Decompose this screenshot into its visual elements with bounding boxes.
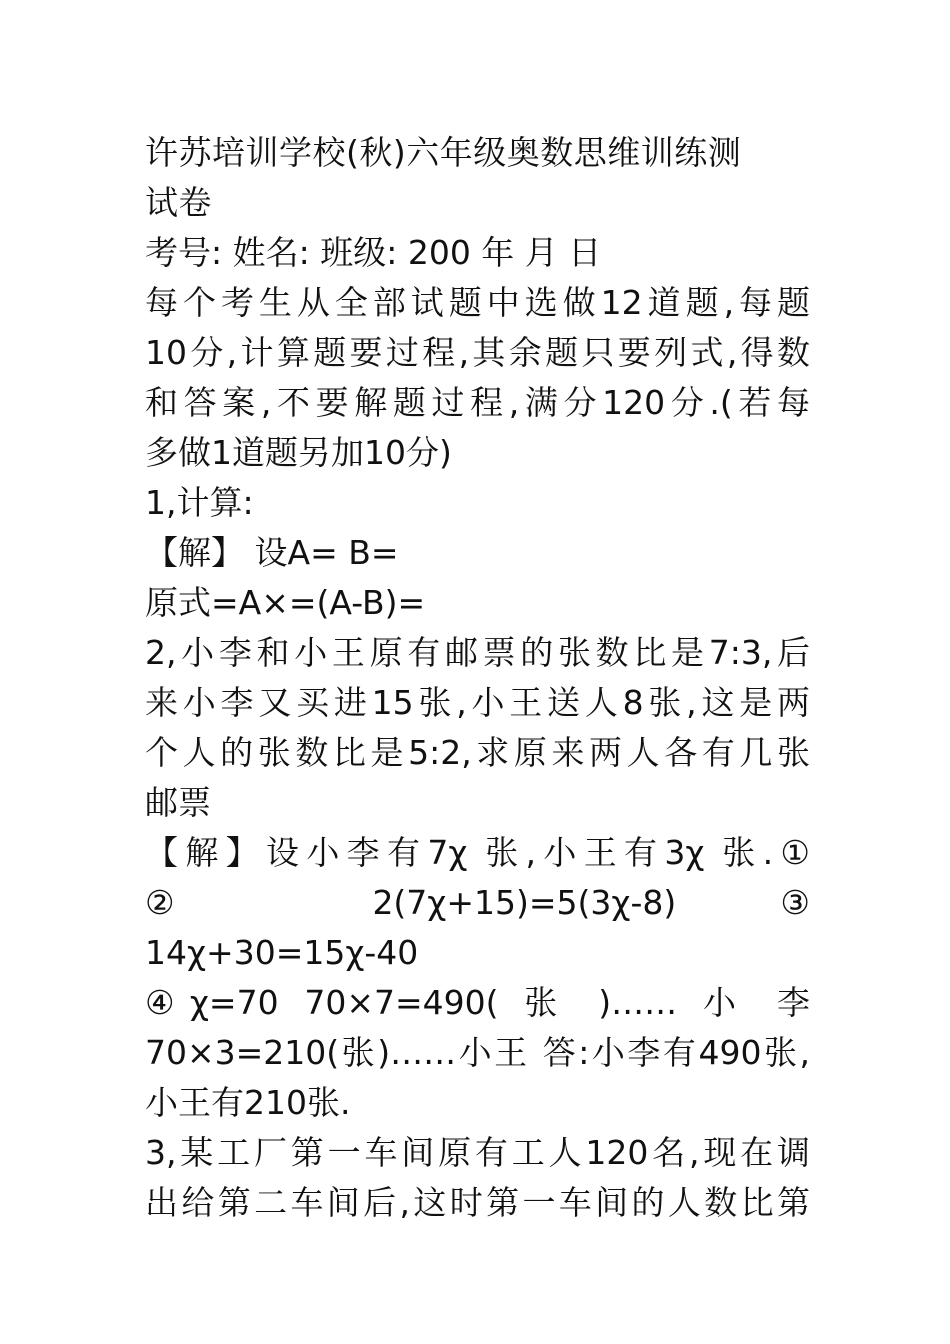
question-2 bbox=[145, 628, 810, 1128]
q2-solution-line-3: 14χ+30=15χ-40 bbox=[145, 933, 419, 972]
q2-solution-line-6: 小王有210张. bbox=[145, 1083, 351, 1122]
instructions-line-2: 10分,计算题要过程,其余题只要列式,得数 bbox=[145, 333, 810, 372]
question-1 bbox=[145, 478, 810, 628]
instructions bbox=[145, 278, 810, 478]
document-page bbox=[145, 128, 810, 1228]
title-line-2: 试卷 bbox=[145, 183, 212, 222]
q2-solution-line-5: 70×3=210(张)……小王 答:小李有490张, bbox=[145, 1033, 810, 1072]
q2-solution-line-1: 【解】设小李有7χ 张,小王有3χ 张.① bbox=[145, 833, 810, 872]
q1-question: 1,计算: bbox=[145, 483, 254, 522]
q2-solution-line-4: ④χ=70 70×7=490( 张 )…… 小 李 bbox=[145, 983, 810, 1022]
q3-question-line-2: 出给第二车间后,这时第一车间的人数比第 bbox=[145, 1183, 810, 1222]
q3-question-line-1: 3,某工厂第一车间原有工人120名,现在调 bbox=[145, 1133, 810, 1172]
q2-question-line-2: 来小李又买进15张,小王送人8张,这是两 bbox=[145, 683, 810, 722]
q1-solution-line-2: 原式=A×=(A-B)= bbox=[145, 583, 426, 622]
title-line-1: 许苏培训学校(秋)六年级奥数思维训练测 bbox=[145, 133, 742, 172]
instructions-line-4: 多做1道题另加10分) bbox=[145, 433, 452, 472]
q2-question-line-4: 邮票 bbox=[145, 783, 211, 822]
q2-question-line-3: 个人的张数比是5:2,求原来两人各有几张 bbox=[145, 733, 810, 772]
q1-solution-line-1: 【解】 设A= B= bbox=[145, 533, 399, 572]
instructions-line-3: 和答案,不要解题过程,满分120分.(若每 bbox=[145, 383, 810, 422]
header-fields: 考号: 姓名: 班级: 200 年 月 日 bbox=[145, 233, 602, 272]
q2-question-line-1: 2,小李和小王原有邮票的张数比是7:3,后 bbox=[145, 633, 810, 672]
instructions-line-1: 每个考生从全部试题中选做12道题,每题 bbox=[145, 283, 810, 322]
q2-solution-line-2: ② 2(7χ+15)=5(3χ-8) ③ bbox=[145, 883, 810, 922]
document-title bbox=[145, 128, 810, 228]
question-3 bbox=[145, 1128, 810, 1228]
